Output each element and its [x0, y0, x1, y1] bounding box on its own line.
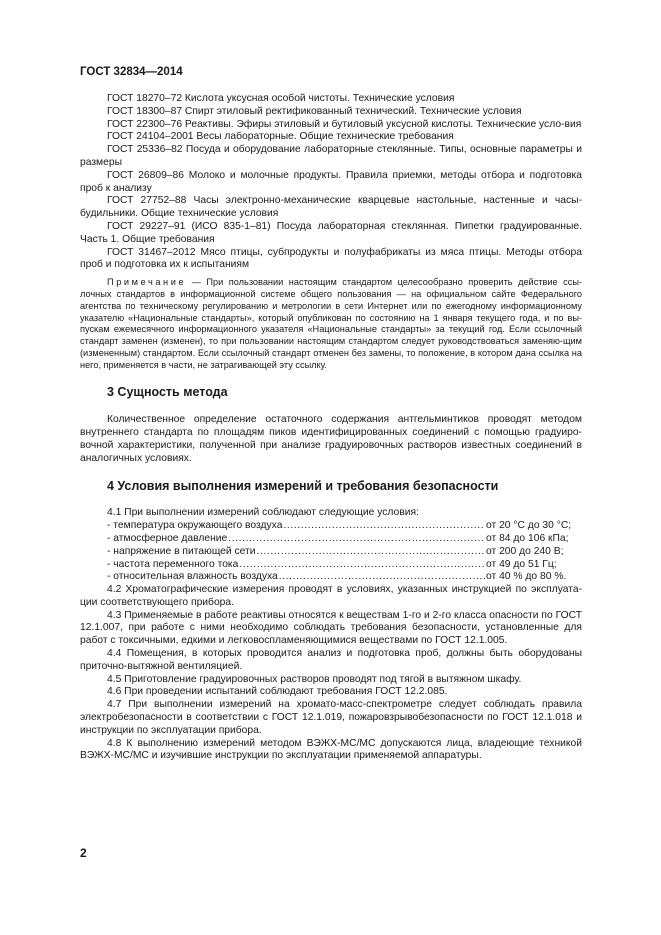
- reference-item: ГОСТ 27752–88 Часы электронно-механические кварцевые настольные, настенные и часы-будильники. Общие технические условия: [80, 195, 582, 220]
- leader-dots: [283, 520, 485, 533]
- reference-item: ГОСТ 18300–87 Спирт этиловый ректификованный технический. Технические условия: [107, 105, 522, 117]
- clause-4-7: 4.7 При выполнении измерений на хромато-масс-спектрометре следует соблюдать правила электробезопасности в соответствии с ГОСТ 12.1.019, пожаровзрывобезопасности по ГОСТ 12.1.018 и инструкции по эксплуатации прибора.: [80, 699, 582, 736]
- leader-dots: [228, 533, 485, 546]
- note-label: Примечание: [107, 277, 187, 288]
- condition-row: [80, 559, 582, 572]
- reference-item: ГОСТ 31467–2012 Мясо птицы, субпродукты и полуфабрикаты из мяса птицы. Методы отбора проб и подготовка их к испытаниям: [80, 246, 582, 271]
- clause-4-2: 4.2 Хроматографические измерения проводят в условиях, указанных инструкцией по эксплуата-ции соответствующего прибора.: [80, 584, 582, 608]
- note-paragraph: [80, 277, 582, 371]
- condition-label: - напряжение в питающей сети: [107, 545, 256, 557]
- reference-item: ГОСТ 25336–82 Посуда и оборудование лабораторные стеклянные. Типы, основные параметры и размеры: [80, 144, 582, 168]
- clause-4-4: 4.4 Помещения, в которых проводится анализ и подготовка проб, должны быть оборудованы приточно-вытяжной вентиляцией.: [80, 648, 582, 672]
- condition-row: [80, 571, 582, 584]
- condition-row: [80, 520, 582, 533]
- document-header: ГОСТ 32834—2014: [80, 66, 183, 78]
- clause-4-1: 4.1 При выполнении измерений соблюдают следующие условия:: [107, 507, 419, 519]
- condition-row: [80, 546, 582, 559]
- condition-label: - температура окружающего воздуха: [107, 520, 283, 532]
- reference-item: ГОСТ 24104–2001 Весы лабораторные. Общие технические требования: [107, 131, 454, 143]
- condition-value: от 20 °С до 30 °С;: [486, 520, 572, 532]
- leader-dots: [239, 559, 485, 572]
- section-4-title: 4 Условия выполнения измерений и требования безопасности: [107, 478, 499, 493]
- condition-value: от 40 % до 80 %.: [486, 571, 567, 583]
- note-text: — При пользовании настоящим стандартом целесообразно проверить действие ссы-лочных стандартов в информационной системе общего пользования — на официальном сайте Федерального агентства по техническому регулированию и метрологии в сети Интернет или по ежегодному информационному указателю «Национальные стандарты», который опубликован по состоянию на 1 января текущего года, и по вы-пускам ежемесячного информационного указателя «Национальные стандарты» за текущий год. Если ссылочный стандарт заменен (изменен), то при пользовании настоящим стандартом следует руководствоваться заменяю-щим (измененным) стандартом. Если ссылочный стандарт отменен без замены, то положение, в котором дана ссылка на него, применяется в части, не затрагивающей эту ссылку.: [80, 277, 582, 370]
- leader-dots: [257, 546, 485, 559]
- clause-4-3: 4.3 Применяемые в работе реактивы относятся к веществам 1-го и 2-го класса опасности по ГОСТ 12.1.007, при работе с ними необходимо соблюдать требования безопасности, установленные для работ с токсичными, едкими и легковоспламеняющимися веществами по ГОСТ 12.1.005.: [80, 609, 582, 647]
- reference-item: ГОСТ 22300–76 Реактивы. Эфиры этиловый и бутиловый уксусной кислоты. Технические усло-вия: [107, 118, 582, 130]
- condition-label: - частота переменного тока: [107, 558, 239, 570]
- section-3-title: 3 Сущность метода: [107, 384, 228, 399]
- condition-label: - атмосферное давление: [107, 532, 228, 544]
- condition-label: - относительная влажность воздуха: [107, 571, 278, 583]
- reference-item: ГОСТ 29227–91 (ИСО 835-1–81) Посуда лабораторная стеклянная. Пипетки градуированные. Часть 1. Общие требования: [80, 220, 582, 245]
- condition-value: от 49 до 51 Гц;: [486, 558, 557, 570]
- page-number: 2: [80, 846, 87, 860]
- reference-item: ГОСТ 26809–86 Молоко и молочные продукты. Правила приемки, методы отбора и подготовка проб к анализу: [80, 169, 582, 194]
- clause-4-8: 4.8 К выполнению измерений методом ВЭЖХ-МС/МС допускаются лица, владеющие техникой ВЭЖХ-МС/МС и изучившие инструкции по эксплуатации применяемой аппаратуры.: [80, 737, 582, 762]
- clause-4-6: 4.6 При проведении испытаний соблюдают требования ГОСТ 12.2.085.: [107, 686, 448, 698]
- clause-4-5: 4.5 Приготовление градуировочных растворов проводят под тягой в вытяжном шкафу.: [107, 673, 522, 685]
- condition-value: от 200 до 240 В;: [486, 545, 564, 557]
- section-3-text: Количественное определение остаточного содержания антгельминтиков проводят методом внутреннего стандарта по площадям пиков идентифицированных соединений с помощью градуиро-вочной характеристики, полученной при анализе градуировочных растворов известных соединений в аналогичных условиях.: [80, 414, 582, 464]
- reference-item: ГОСТ 18270–72 Кислота уксусная особой чистоты. Технические условия: [107, 93, 455, 104]
- condition-row: [80, 533, 582, 546]
- leader-dots: [279, 571, 485, 584]
- condition-value: от 84 до 106 кПа;: [486, 532, 569, 544]
- document-body: [80, 93, 582, 763]
